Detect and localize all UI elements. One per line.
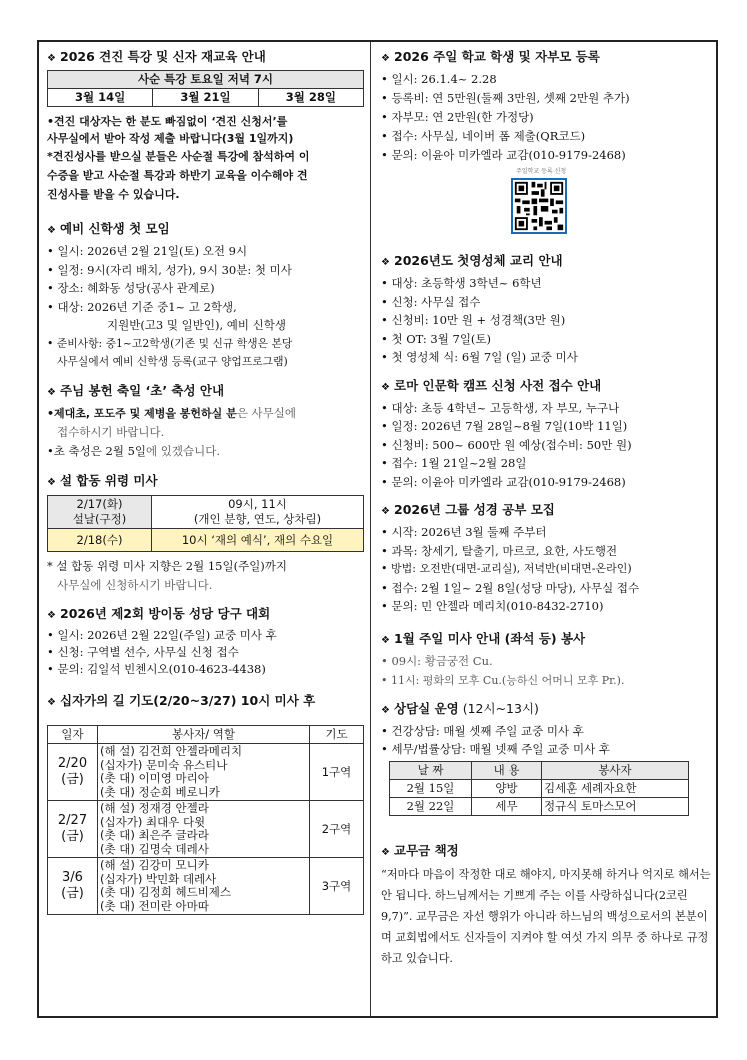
cell-text: 2/20 [57, 756, 88, 771]
table-cell: 정규식 토마스모어 [542, 797, 689, 815]
notice-line: *견진성사를 받으실 분들은 사순절 특강에 참석하여 이 [47, 150, 310, 163]
info-line: • 문의: 이윤아 미카엘라 교감(010-9179-2468) [381, 474, 626, 489]
bulletin-page [37, 40, 718, 1018]
info-line: • 신청: 구역별 선수, 사무실 신청 접수 [47, 645, 239, 659]
volunteer-name: (해 설) 김건희 안젤라메리치 [100, 744, 243, 758]
date-cell: 3월 21일 [153, 89, 258, 107]
info-line: • 건강상담: 매월 셋째 주일 교중 미사 후 [381, 723, 584, 738]
section-title: ❖ 교무금 책정 [381, 842, 714, 861]
date-cell [48, 858, 98, 915]
section-title: ❖ 주님 봉헌 축일 ‘초’ 축성 안내 [47, 382, 364, 401]
diamond-bullet-icon: ❖ [47, 53, 56, 64]
section-title: ❖ 2026년도 첫영성체 교리 안내 [381, 252, 714, 271]
candle-blessing-section [47, 382, 364, 461]
cell-text: 2/27 [57, 813, 88, 828]
cell-text: 설날(구정) [72, 512, 127, 526]
notice-line: •견진 대상자는 한 분도 빠짐없이 ‘견진 신청서’를 [47, 115, 288, 128]
right-column [371, 42, 718, 1016]
area-cell: 2구역 [310, 801, 364, 858]
table-header: 봉사자 [542, 761, 689, 779]
cell-text: (금) [61, 886, 84, 901]
volunteer-name: (촛 대) 김정희 헤드비제스 [100, 885, 232, 899]
info-line: • 등록비: 연 5만원(둘째 3만원, 셋째 2만원 추가) [381, 91, 630, 105]
sunday-school-section [381, 48, 714, 234]
volunteers-cell [98, 801, 310, 858]
info-line: • 접수: 1월 21일~2월 28일 [381, 456, 527, 470]
stations-table [47, 725, 364, 915]
table-row [48, 801, 364, 858]
left-column [39, 42, 371, 1016]
billiards-section [47, 605, 364, 678]
info-line [47, 404, 364, 424]
info-line: • 09시: 황금궁전 Cu. [381, 653, 493, 668]
area-cell: 3구역 [310, 858, 364, 915]
date-cell: 3월 28일 [258, 89, 363, 107]
info-line: • 일정: 2026년 7월 28일~8월 7일(10박 11일) [381, 419, 628, 433]
info-line: • 준비사항: 중1~고2학생(기존 및 신규 학생은 본당 [47, 336, 293, 350]
section-title: ❖ 십자가의 길 기도(2/20~3/27) 10시 미사 후 [47, 692, 364, 711]
diamond-bullet-icon: ❖ [381, 257, 390, 268]
info-line: • 장소: 혜화동 성당(공사 관계로) [47, 281, 215, 295]
diamond-bullet-icon: ❖ [47, 610, 56, 621]
info-line: • 시작: 2026년 3월 둘째 주부터 [381, 525, 547, 539]
volunteer-name: (십자가) 최대우 다윗 [100, 814, 206, 829]
notice-line: 진성사를 받을 수 있습니다. [47, 188, 180, 201]
info-line: • 첫 OT: 3월 7일(토) [381, 331, 492, 346]
note-line: * 설 합동 위령 미사 지향은 2월 15일(주일)까지 [47, 559, 288, 573]
diamond-bullet-icon: ❖ [381, 634, 390, 646]
diamond-bullet-icon: ❖ [381, 846, 390, 858]
stations-of-cross-section [47, 692, 364, 915]
volunteer-name: (촛 대) 최은주 글라라 [100, 828, 209, 842]
table-header: 날 짜 [390, 761, 472, 779]
volunteer-name: (촛 대) 전미란 아마따 [100, 898, 209, 913]
section-title: ❖ 설 합동 위령 미사 [47, 472, 364, 491]
info-line: 지원반(고3 및 일반인), 예비 신학생 [107, 318, 286, 332]
info-line: • 일정: 9시(자리 배치, 성가), 9시 30분: 첫 미사 [47, 262, 292, 277]
info-line: • 일시: 26.1.4~ 2.28 [381, 72, 497, 86]
counseling-section [381, 700, 714, 816]
volunteer-name: (십자가) 문미숙 유스티나 [100, 757, 228, 772]
volunteer-name: (해 설) 김강미 모니카 [100, 858, 209, 872]
info-line: 접수하시기 바랍니다. [57, 425, 165, 439]
confirmation-section [47, 48, 364, 204]
diamond-bullet-icon: ❖ [381, 506, 390, 517]
cell-text: 3/6 [62, 870, 83, 885]
info-line: • 문의: 이윤아 미카엘라 교감(010-9179-2468) [381, 148, 626, 162]
section-title: ❖ 2026년 그룹 성경 공부 모집 [381, 501, 714, 520]
volunteer-name: (촛 대) 이미영 마리아 [100, 771, 209, 785]
table-cell: 양방 [472, 779, 542, 797]
volunteer-name: (촛 대) 정순희 베로니카 [100, 784, 220, 799]
cell-text: 09시, 11시 [228, 497, 287, 511]
table-row [48, 858, 364, 915]
diamond-bullet-icon: ❖ [47, 225, 56, 236]
diamond-bullet-icon: ❖ [47, 386, 56, 398]
counseling-table [389, 761, 689, 816]
info-line: • 세무/법률상담: 매월 넷째 주일 교중 미사 후 [381, 741, 610, 756]
date-cell: 3월 14일 [48, 89, 153, 107]
info-line: • 신청비: 10만 원 + 성경책(3만 원) [381, 313, 566, 327]
info-line: • 신청: 사무실 접수 [381, 294, 481, 309]
table-header: 일자 [48, 726, 98, 744]
diamond-bullet-icon: ❖ [47, 697, 56, 708]
date-cell: 2/18(수) [48, 529, 152, 552]
table-header: 사순 특강 토요일 저녁 7시 [48, 71, 364, 89]
date-cell [48, 801, 98, 858]
section-title: ❖ 1월 주일 미사 안내 (좌석 등) 봉사 [381, 630, 714, 649]
cell-text: (개인 분향, 연도, 상차림) [193, 512, 322, 526]
diamond-bullet-icon: ❖ [47, 477, 56, 488]
info-line: • 접수: 2월 1일~ 2월 8일(성당 마당), 사무실 접수 [381, 580, 640, 595]
info-line: • 11시: 평화의 모후 Cu.(능하신 어머니 모후 Pr.). [381, 673, 625, 687]
info-line: • 대상: 2026년 기준 중1~ 고 2학생, [47, 299, 237, 314]
tithe-section [381, 842, 714, 969]
note-line: 사무실에 신청하시기 바랍니다. [57, 578, 213, 592]
volunteer-name: (해 설) 정재경 안젤라 [100, 801, 209, 815]
memorial-mass-table [47, 495, 364, 552]
table-row [48, 744, 364, 801]
qr-caption: 주일학교 등록 신청 [516, 168, 567, 175]
section-title: ❖ 2026 견진 특강 및 신자 재교육 안내 [47, 48, 364, 67]
info-line: • 자부모: 연 2만원(한 가정당) [381, 110, 534, 124]
info-line: • 문의: 김일석 빈첸시오(010-4623-4438) [47, 662, 266, 676]
info-line [47, 442, 364, 461]
section-title: ❖ 상담실 운영 (12시~13시) [381, 700, 714, 719]
volunteers-cell [98, 858, 310, 915]
table-cell: 김세훈 세례자요한 [542, 779, 689, 797]
volunteers-cell [98, 744, 310, 801]
date-cell [48, 496, 152, 529]
table-header: 기도 [310, 726, 364, 744]
rome-camp-section [381, 377, 714, 492]
date-cell [48, 744, 98, 801]
time-cell: 10시 ‘재의 예식’, 재의 수요일 [152, 529, 364, 552]
volunteer-name: (촛 대) 김명숙 데레사 [100, 841, 209, 856]
info-line: • 문의: 민 안젤라 메리치(010-8432-2710) [381, 599, 604, 613]
info-line: • 신청비: 500~ 600만 원 예상(접수비: 50만 원) [381, 437, 632, 452]
qr-code-icon[interactable] [511, 178, 567, 234]
bible-study-section [381, 501, 714, 616]
table-cell: 세무 [472, 797, 542, 815]
cell-text: (금) [61, 772, 84, 787]
diamond-bullet-icon: ❖ [381, 704, 390, 716]
section-title: ❖ 로마 인문학 캠프 신청 사전 접수 안내 [381, 377, 714, 396]
seminarian-section [47, 220, 364, 372]
info-line: • 접수: 사무실, 네이버 폼 제출(QR코드) [381, 129, 586, 143]
memorial-mass-section [47, 472, 364, 595]
diamond-bullet-icon: ❖ [381, 53, 390, 64]
section-title: ❖ 2026년 제2회 방이동 성당 당구 대회 [47, 605, 364, 624]
cell-text: 2/17(화) [76, 497, 123, 511]
info-line: 사무실에서 예비 신학생 등록(교구 양업프로그램) [57, 355, 288, 368]
cell-text: (금) [61, 829, 84, 844]
notice-line: 수증을 받고 사순절 특강과 하반기 교육을 이수해야 견 [47, 169, 308, 182]
info-line: • 과목: 창세기, 탈출기, 마르코, 요한, 사도행전 [381, 543, 618, 558]
text: •초 축성은 2월 5일 [47, 443, 147, 458]
area-cell: 1구역 [310, 744, 364, 801]
time-cell [152, 496, 364, 529]
info-line: • 대상: 초등 4학년~ 고등학생, 자 부모, 누구나 [381, 400, 620, 415]
first-communion-section [381, 252, 714, 367]
info-line: • 일시: 2026년 2월 21일(토) 오전 9시 [47, 244, 248, 258]
tithe-paragraph: “저마다 마음이 작정한 대로 해야지, 마지못해 하거나 억지로 해서는 안 됩니다. 하느님께서는 기쁘게 주는 이를 사랑하십니다(2코린 9,7)”. 교무금은 자선 행위가 아니라 하느님의 백성으로서의 본분이며 교회법에서도 신자들이 지켜야 할 여섯 가지 의무 중 하나로 규정하고 있습니다. [381, 867, 711, 965]
table-cell: 2월 22일 [390, 797, 472, 815]
volunteer-name: (십자가) 박민화 데레사 [100, 871, 217, 886]
table-header: 내 용 [472, 761, 542, 779]
table-header: 봉사자/ 역할 [98, 726, 310, 744]
notice-line: 사무실에서 받아 작성 제출 바랍니다(3월 1일까지) [47, 132, 294, 145]
diamond-bullet-icon: ❖ [381, 381, 390, 393]
mass-service-section [381, 630, 714, 690]
section-title: ❖ 예비 신학생 첫 모임 [47, 220, 364, 239]
gray-text: 에 있겠습니다. [146, 443, 221, 458]
bold-text: •제대초, 포도주 및 제병을 봉헌하실 분 [47, 406, 237, 420]
info-line: • 첫 영성체 식: 6월 7일 (일) 교중 미사 [381, 350, 578, 364]
table-cell: 2월 15일 [390, 779, 472, 797]
info-line: • 대상: 초등학생 3학년~ 6학년 [381, 276, 542, 290]
gray-text: 은 사무실에 [236, 405, 296, 420]
info-line: • 일시: 2026년 2월 22일(주일) 교중 미사 후 [47, 628, 277, 642]
section-title: ❖ 2026 주일 학교 학생 및 자부모 등록 [381, 48, 714, 67]
info-line: • 방법: 오전반(대면-교리실), 저녁반(비대면-온라인) [381, 562, 632, 575]
lecture-schedule-table [47, 70, 364, 107]
